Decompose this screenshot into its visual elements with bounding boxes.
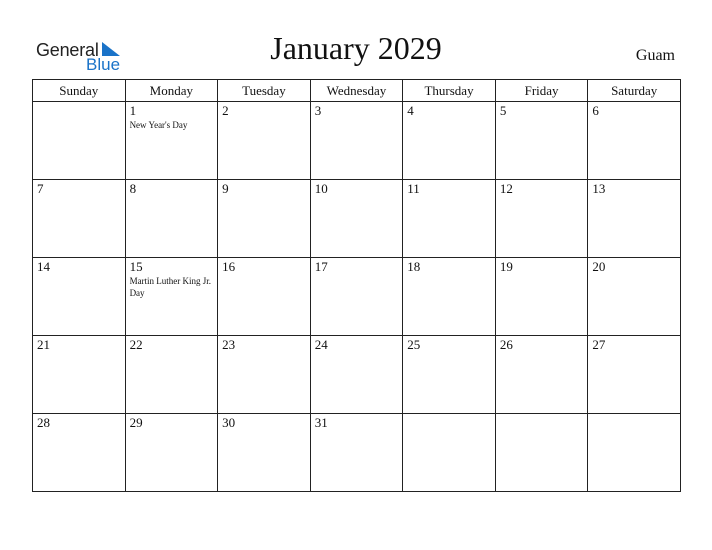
day-number [403, 414, 495, 415]
day-cell [125, 102, 218, 180]
day-number: 7 [37, 181, 44, 196]
day-cell [310, 414, 403, 492]
day-number [496, 414, 588, 415]
day-number: 23 [222, 337, 236, 352]
day-number: 4 [407, 103, 414, 118]
day-number: 18 [407, 259, 421, 274]
day-cell [218, 258, 311, 336]
day-cell [125, 258, 218, 336]
weekday-header: Friday [495, 80, 588, 102]
day-cell [218, 180, 311, 258]
weekday-header: Monday [125, 80, 218, 102]
day-cell [495, 336, 588, 414]
day-cell [588, 336, 681, 414]
day-number: 24 [314, 337, 328, 352]
day-cell [33, 102, 126, 180]
day-cell [125, 414, 218, 492]
day-number: 20 [592, 259, 606, 274]
day-cell [310, 258, 403, 336]
day-cell [33, 180, 126, 258]
day-number: 27 [592, 337, 606, 352]
day-cell [588, 414, 681, 492]
day-number: 29 [129, 415, 143, 430]
logo-text-general: General [36, 40, 99, 60]
day-cell [33, 414, 126, 492]
calendar-grid [32, 79, 681, 492]
day-cell [495, 258, 588, 336]
day-cell [310, 180, 403, 258]
week-row [33, 102, 681, 180]
day-number: 5 [499, 103, 507, 118]
day-number: 11 [407, 181, 420, 196]
day-cell [403, 258, 496, 336]
day-number [588, 414, 680, 415]
day-cell [495, 180, 588, 258]
holiday-label: Martin Luther King Jr. Day [129, 276, 212, 298]
weekday-header: Saturday [588, 80, 681, 102]
week-row [33, 414, 681, 492]
day-cell [310, 336, 403, 414]
day-number: 31 [314, 415, 328, 430]
weekday-header: Tuesday [218, 80, 311, 102]
weekday-header: Wednesday [310, 80, 403, 102]
day-number: 10 [314, 181, 328, 196]
region-label: Guam [635, 47, 675, 64]
day-cell [588, 180, 681, 258]
day-number: 12 [499, 181, 513, 196]
week-row [33, 180, 681, 258]
day-cell [495, 414, 588, 492]
day-cell [403, 336, 496, 414]
week-row [33, 258, 681, 336]
day-number: 26 [499, 337, 513, 352]
day-number: 21 [37, 337, 50, 352]
weekday-header-row [33, 80, 681, 102]
day-number: 2 [222, 103, 229, 118]
weekday-header: Thursday [403, 80, 496, 102]
day-cell [218, 414, 311, 492]
day-cell [218, 102, 311, 180]
day-number: 3 [314, 103, 322, 118]
day-cell [588, 102, 681, 180]
day-cell [33, 258, 126, 336]
weekday-header: Sunday [33, 80, 126, 102]
day-cell [403, 180, 496, 258]
day-cell [125, 180, 218, 258]
day-number: 8 [129, 181, 137, 196]
day-cell [403, 414, 496, 492]
day-number: 1 [129, 103, 137, 118]
day-number: 14 [37, 259, 50, 274]
day-cell [588, 258, 681, 336]
day-number: 28 [37, 415, 50, 430]
calendar-title: January 2029 [270, 30, 442, 66]
day-number: 25 [407, 337, 421, 352]
day-cell [310, 102, 403, 180]
holiday-label: New Year's Day [129, 120, 188, 130]
day-number: 9 [222, 181, 229, 196]
day-cell [33, 336, 126, 414]
day-number: 17 [314, 259, 328, 274]
day-number: 22 [129, 337, 143, 352]
day-number: 30 [222, 415, 236, 430]
day-cell [403, 102, 496, 180]
logo-text-blue: Blue [86, 55, 121, 74]
day-number: 19 [499, 259, 513, 274]
week-row [33, 336, 681, 414]
day-cell [125, 336, 218, 414]
day-number: 6 [592, 103, 599, 118]
day-number: 13 [592, 181, 606, 196]
day-cell [495, 102, 588, 180]
day-number [33, 102, 125, 103]
day-cell [218, 336, 311, 414]
day-number: 16 [222, 259, 236, 274]
day-number: 15 [129, 259, 143, 274]
